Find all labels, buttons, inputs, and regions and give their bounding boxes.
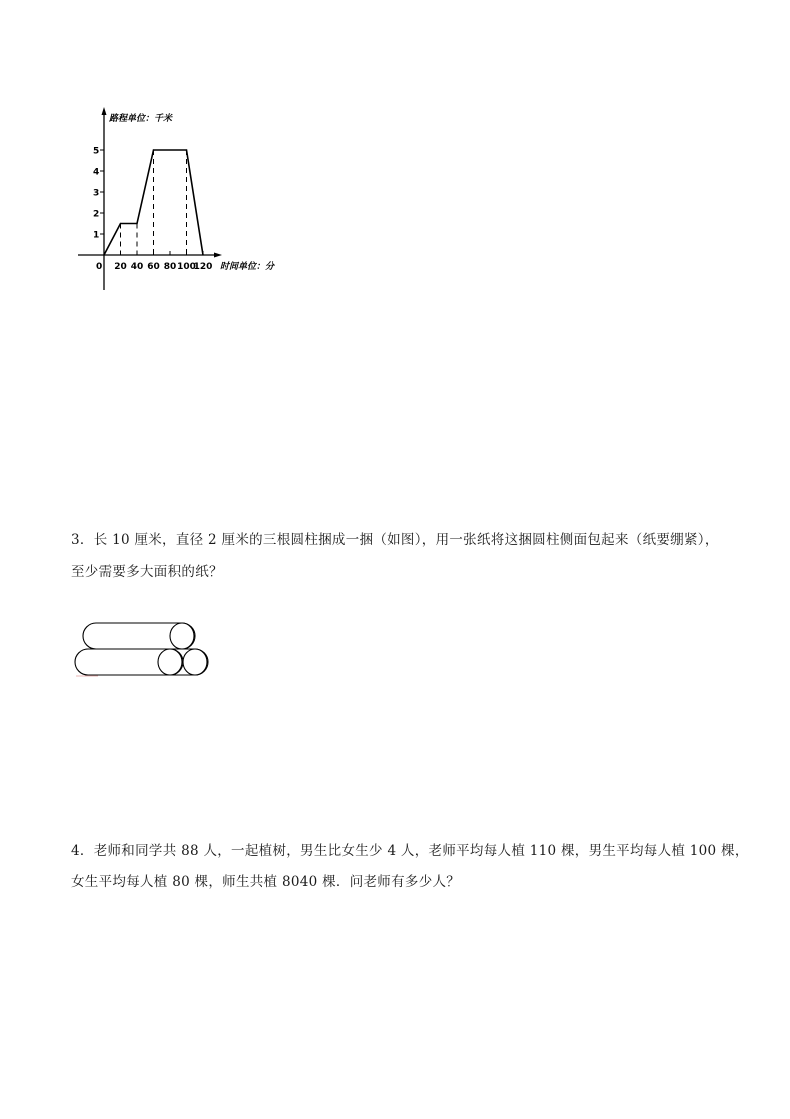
x-axis-label: 时间单位：分 (220, 262, 275, 272)
question-3-line-1: 3．长 10 厘米，直径 2 厘米的三根圆柱捆成一捆（如图），用一张纸将这捆圆柱侧面包起来（纸要绷紧）， (71, 532, 719, 548)
back-bottom-cylinder-end (183, 649, 207, 675)
distance-series-line (104, 150, 203, 255)
question-4-line-2: 女生平均每人植 80 棵，师生共植 8040 棵．问老师有多少人？ (71, 874, 461, 890)
x-tick-label: 100 (177, 262, 196, 272)
x-tick-label: 20 (114, 262, 127, 272)
y-tick-label: 4 (93, 167, 100, 178)
x-axis-arrow (214, 253, 222, 258)
x-tick-label: 40 (130, 262, 144, 272)
y-tick-label: 3 (93, 188, 100, 199)
top-cylinder-end (170, 623, 194, 649)
y-axis-label: 路程单位：千米 (109, 114, 173, 124)
y-tick-label: 5 (93, 146, 100, 157)
x-tick-label: 60 (147, 262, 160, 272)
distance-time-graph (70, 105, 300, 295)
origin-label: 0 (96, 262, 103, 272)
cylinders-figure (70, 615, 220, 685)
y-ticks (93, 147, 104, 241)
question-4-line-1: 4．老师和同学共 88 人，一起植树，男生比女生少 4 人，老师平均每人植 110 棵，男生平均每人植 100 棵， (71, 843, 749, 859)
x-tick-label: 80 (163, 262, 177, 272)
y-tick-label: 1 (93, 230, 100, 241)
y-tick-label: 2 (93, 209, 100, 220)
y-axis-arrow (102, 107, 107, 115)
x-ticks (114, 251, 212, 272)
front-bottom-cylinder-end (158, 649, 182, 675)
x-tick-label: 120 (193, 262, 213, 272)
question-3-line-2: 至少需要多大面积的纸？ (71, 564, 223, 580)
